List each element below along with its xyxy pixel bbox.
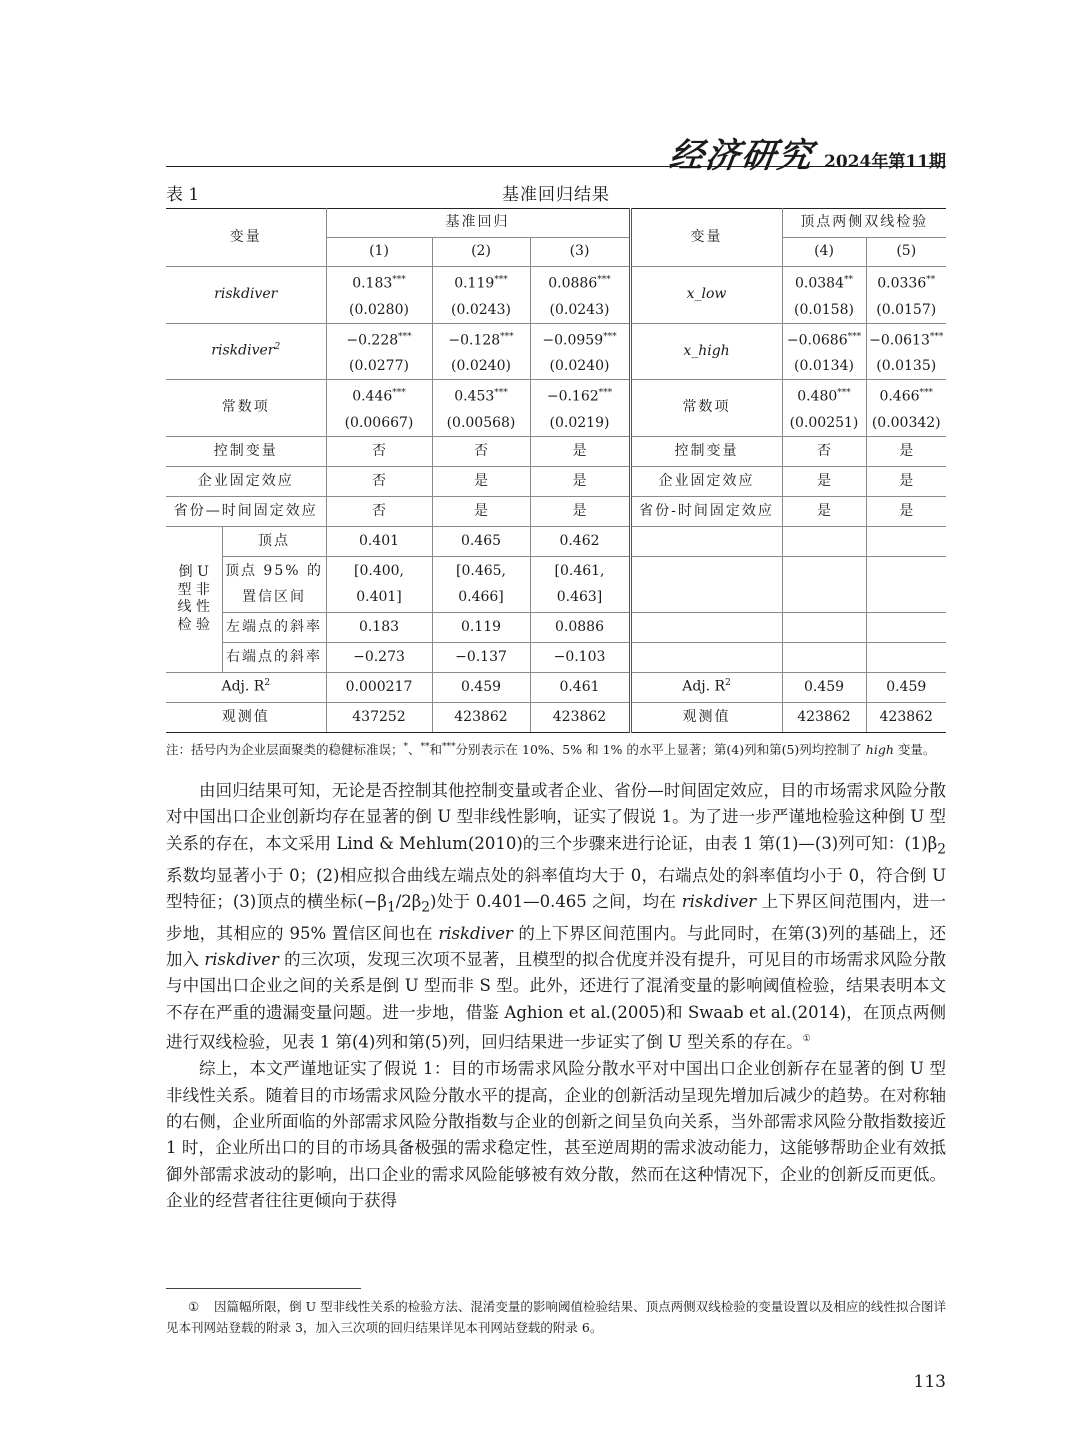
empty-cell: [782, 556, 866, 612]
table-cell: 是: [530, 496, 630, 526]
table-cell: 是: [530, 466, 630, 496]
table-row: [166, 496, 946, 526]
empty-cell: [782, 642, 866, 672]
empty-cell: [630, 612, 782, 642]
table-cell: 0.0384** (0.0158): [782, 267, 866, 324]
row-label: 常数项: [166, 380, 326, 437]
row-label: 观测值: [630, 702, 782, 732]
table-row: [166, 466, 946, 496]
table-cell: [0.400, 0.401]: [326, 556, 432, 612]
table-cell: 423862: [530, 702, 630, 732]
body-text: [166, 778, 946, 1215]
table-cell: 否: [326, 436, 432, 466]
row-label: riskdiver$^2$: [166, 323, 326, 380]
table-row: [166, 323, 946, 380]
table-cell: 0.453*** (0.00568): [432, 380, 530, 437]
col-header: (2): [432, 238, 530, 267]
col-header: (4): [782, 238, 866, 267]
table-row: [166, 436, 946, 466]
table-cell: 0.0886: [530, 612, 630, 642]
table-cell: 0.459: [866, 672, 946, 702]
table-title: 基准回归结果: [502, 185, 610, 205]
table-cell: 0.119*** (0.0243): [432, 267, 530, 324]
row-label: 控制变量: [630, 436, 782, 466]
table-cell: 是: [782, 496, 866, 526]
table-cell: 0.446*** (0.00667): [326, 380, 432, 437]
table-cell: 0.459: [432, 672, 530, 702]
table-cell: 是: [432, 496, 530, 526]
empty-cell: [866, 556, 946, 612]
row-label: 控制变量: [166, 436, 326, 466]
table-cell: 0.459: [782, 672, 866, 702]
col-header: (5): [866, 238, 946, 267]
table-cell: 否: [326, 496, 432, 526]
table-cell: 0.0886*** (0.0243): [530, 267, 630, 324]
table-cell: 否: [432, 436, 530, 466]
table-caption: [166, 178, 946, 206]
table-cell: [0.465, 0.466]: [432, 556, 530, 612]
table-cell: 否: [326, 466, 432, 496]
header-variable-right: 变量: [630, 209, 782, 267]
table-cell: −0.273: [326, 642, 432, 672]
row-label: 省份—时间固定效应: [166, 496, 326, 526]
table-cell: −0.137: [432, 642, 530, 672]
table-cell: 423862: [432, 702, 530, 732]
row-label: x_high: [630, 323, 782, 380]
table-cell: −0.0959*** (0.0240): [530, 323, 630, 380]
row-label: 右端点的斜率: [222, 642, 326, 672]
table-cell: 0.119: [432, 612, 530, 642]
table-cell: 是: [866, 496, 946, 526]
table-row: [166, 642, 946, 672]
row-label: riskdiver: [166, 267, 326, 324]
u-check-group-label: 倒 U 型 非 线 性 检 验: [166, 526, 222, 672]
table-cell: −0.103: [530, 642, 630, 672]
table-cell: 0.465: [432, 526, 530, 556]
footnote-mark: ①: [188, 1299, 200, 1314]
table-header-row-1: [166, 209, 946, 238]
table-cell: −0.228*** (0.0277): [326, 323, 432, 380]
table-cell: 423862: [866, 702, 946, 732]
table-cell: 0.000217: [326, 672, 432, 702]
table-row: [166, 702, 946, 732]
row-label: 企业固定效应: [166, 466, 326, 496]
table-row: [166, 672, 946, 702]
table-number: 表 1: [166, 185, 200, 205]
footnote-text: 因篇幅所限，倒 U 型非线性关系的检验方法、混淆变量的影响阈值检验结果、顶点两侧双线检验的变量设置以及相应的线性拟合图详见本刊网站登载的附录 3，加入三次项的回归结果详见本刊网站登载的附录 6。: [166, 1299, 946, 1335]
empty-cell: [866, 612, 946, 642]
journal-issue: 2024年第11期: [824, 152, 946, 172]
header-two-line-test: 顶点两侧双线检验: [782, 209, 946, 238]
page-number: 113: [913, 1372, 946, 1392]
table-cell: 0.480*** (0.00251): [782, 380, 866, 437]
empty-cell: [866, 526, 946, 556]
paragraph: 综上，本文严谨地证实了假说 1：目的市场需求风险分散水平对中国出口企业创新存在显著的倒 U 型非线性关系。随着目的市场需求风险分散水平的提高，企业的创新活动呈现先增加后减少的趋势。在对称轴的右侧，企业所面临的外部需求风险分散指数与企业的创新之间呈负向关系，当外部需求风险分散指数接近 1 时，企业所出口的目的市场具备极强的需求稳定性，甚至逆周期的需求波动能力，这能够帮助企业有效抵御外部需求波动的影响，出口企业的需求风险能够被有效分散，然而在这种情况下，企业的创新反而更低。企业的经营者往往更倾向于获得: [166, 1059, 946, 1211]
results-table: [166, 208, 946, 733]
empty-cell: [630, 642, 782, 672]
row-label: 省份-时间固定效应: [630, 496, 782, 526]
row-label: x_low: [630, 267, 782, 324]
empty-cell: [630, 556, 782, 612]
table-row: [166, 526, 946, 556]
table-cell: 0.461: [530, 672, 630, 702]
table-cell: 0.0336** (0.0157): [866, 267, 946, 324]
table-cell: 是: [530, 436, 630, 466]
table-cell: 是: [432, 466, 530, 496]
table-cell: 是: [866, 466, 946, 496]
table-note: 注：括号内为企业层面聚类的稳健标准误；*、**和***分别表示在 10%、5% 和 1% 的水平上显著；第(4)列和第(5)列均控制了 high 变量。: [166, 742, 936, 758]
row-label: Adj. $R^2$: [166, 672, 326, 702]
header-variable-left: 变量: [166, 209, 326, 267]
row-label: 顶点 95% 的 置信区间: [222, 556, 326, 612]
table-row: [166, 556, 946, 612]
table-cell: 是: [782, 466, 866, 496]
footnote: [166, 1296, 946, 1338]
header-base-regression: 基准回归: [326, 209, 630, 238]
table-row: [166, 380, 946, 437]
row-label: 企业固定效应: [630, 466, 782, 496]
col-header: (3): [530, 238, 630, 267]
table-cell: −0.128*** (0.0240): [432, 323, 530, 380]
footnote-reference[interactable]: ①: [802, 1034, 811, 1045]
row-label: 顶点: [222, 526, 326, 556]
table-cell: 是: [866, 436, 946, 466]
page-header: [166, 118, 946, 176]
table-cell: 437252: [326, 702, 432, 732]
journal-logo: 经济研究: [666, 136, 817, 176]
table-cell: 0.401: [326, 526, 432, 556]
empty-cell: [630, 526, 782, 556]
journal-masthead: [666, 128, 946, 177]
footnote-divider: [166, 1288, 361, 1289]
table-cell: 0.183: [326, 612, 432, 642]
table-row: [166, 612, 946, 642]
table-cell: 423862: [782, 702, 866, 732]
table-cell: 0.183*** (0.0280): [326, 267, 432, 324]
empty-cell: [782, 612, 866, 642]
empty-cell: [782, 526, 866, 556]
table-cell: −0.0686*** (0.0134): [782, 323, 866, 380]
table-row: [166, 267, 946, 324]
row-label: 左端点的斜率: [222, 612, 326, 642]
row-label: 常数项: [630, 380, 782, 437]
paragraph: 由回归结果可知，无论是否控制其他控制变量或者企业、省份—时间固定效应，目的市场需求风险分散对中国出口企业创新均存在显著的倒 U 型非线性影响，证实了假说 1。为了进一步严谨地检验这种倒 U 型关系的存在，本文采用 Lind & Mehlum(2010)的三个步骤来进行论证，由表 1 第(1)—(3)列可知：$(1)\beta_2$ 系数均显著小于 0；(2)相应拟合曲线左端点处的斜率值均大于 0，右端点处的斜率值均小于 0，符合倒 U 型特征；(3)顶点的横坐标$(-\beta_1/2\beta_2)$处于 0.401—0.465 之间，均在 riskdiver 上下界区间范围内，进一步地，其相应的 95% 置信区间也在 riskdiver 的上下界区间范围内。与此同时，在第(3)列的基础上，还加入 riskdiver 的三次项，发现三次项不显著，且模型的拟合优度并没有提升，可见目的市场需求风险分散与中国出口企业之间的关系是倒 U 型而非 S 型。此外，还进行了混淆变量的影响阈值检验，结果表明本文不存在严重的遗漏变量问题。进一步地，借鉴 Aghion et al.(2005)和 Swaab et al.(2014)，在顶点两侧进行双线检验，见表 1 第(4)列和第(5)列，回归结果进一步证实了倒 U 型关系的存在。①: [166, 781, 946, 1052]
row-label: 观测值: [166, 702, 326, 732]
table-cell: −0.0613*** (0.0135): [866, 323, 946, 380]
table-cell: 0.462: [530, 526, 630, 556]
table-cell: 0.466*** (0.00342): [866, 380, 946, 437]
table-cell: [0.461, 0.463]: [530, 556, 630, 612]
row-label: Adj. $R^2$: [630, 672, 782, 702]
col-header: (1): [326, 238, 432, 267]
table-cell: 否: [782, 436, 866, 466]
empty-cell: [866, 642, 946, 672]
table-cell: −0.162*** (0.0219): [530, 380, 630, 437]
